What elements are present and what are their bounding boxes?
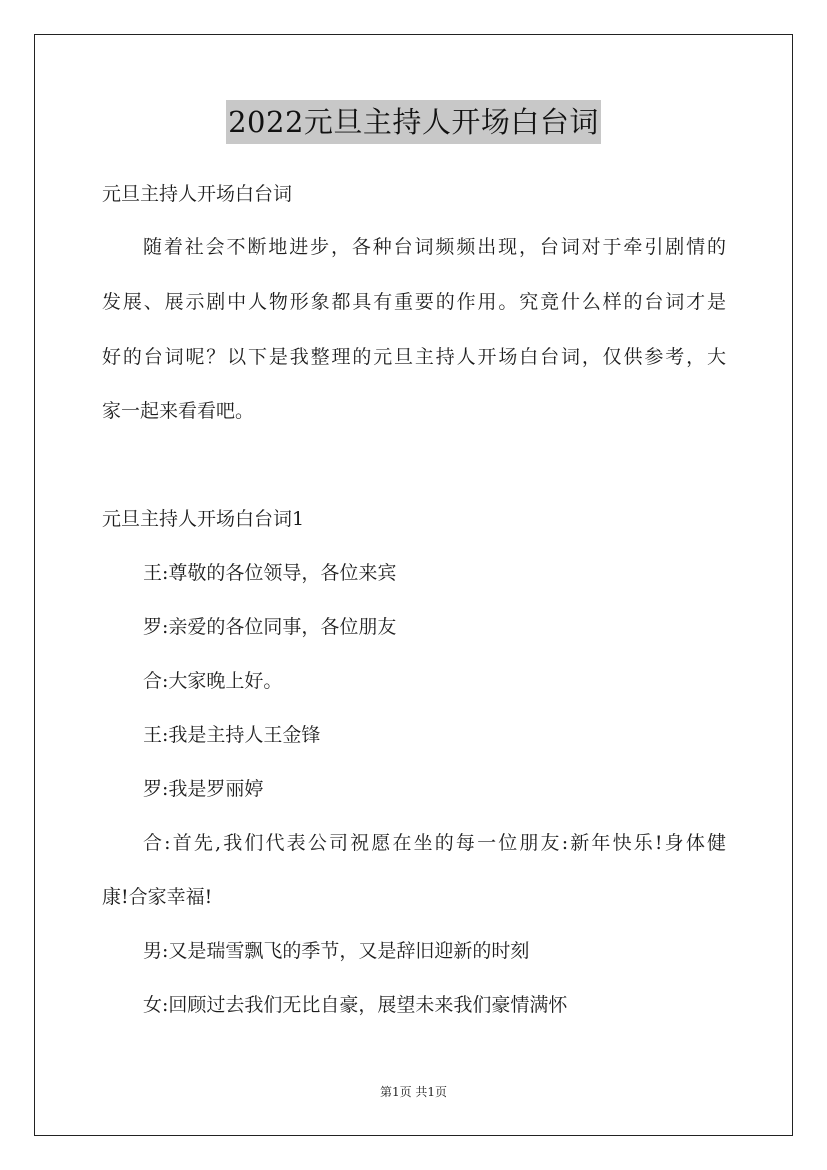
dialogue-line-6: 合:首先,我们代表公司祝愿在坐的每一位朋友:新年快乐!身体健: [143, 832, 726, 854]
intro-line-3: 好的台词呢？以下是我整理的元旦主持人开场白台词，仅供参考，大: [102, 346, 726, 368]
dialogue-line-3: 合:大家晚上好。: [143, 670, 283, 692]
dialogue-line-4: 王:我是主持人王金锋: [143, 724, 321, 746]
dialogue-line-7: 男:又是瑞雪飘飞的季节，又是辞旧迎新的时刻: [143, 940, 530, 962]
section-heading: 元旦主持人开场白台词1: [102, 508, 305, 530]
intro-line-2: 发展、展示剧中人物形象都具有重要的作用。究竟什么样的台词才是: [102, 291, 726, 313]
dialogue-line-1: 王:尊敬的各位领导，各位来宾: [143, 562, 397, 584]
dialogue-line-8: 女:回顾过去我们无比自豪，展望未来我们豪情满怀: [143, 994, 568, 1016]
dialogue-line-5: 罗:我是罗丽婷: [143, 778, 264, 800]
document-title: 2022元旦主持人开场白台词: [226, 100, 601, 144]
intro-line-4: 家一起来看看吧。: [102, 400, 255, 422]
title-container: [0, 100, 827, 144]
page-number: 第1页 共1页: [379, 1085, 448, 1099]
dialogue-line-6-cont: 康!合家幸福!: [102, 886, 213, 908]
intro-line-1: 随着社会不断地进步，各种台词频频出现，台词对于牵引剧情的: [143, 236, 726, 258]
subtitle: 元旦主持人开场白台词: [102, 183, 293, 205]
dialogue-line-2: 罗:亲爱的各位同事，各位朋友: [143, 616, 397, 638]
